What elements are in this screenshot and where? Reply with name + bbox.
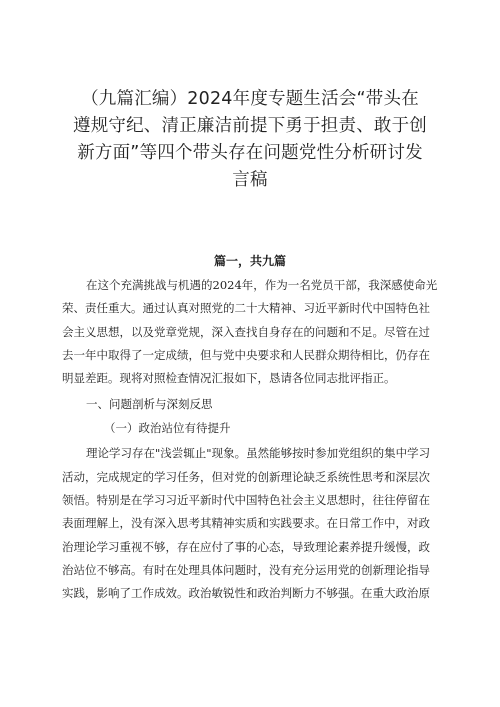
heading-level-2: （一）政治站位有待提升 [104,421,231,436]
paragraph-line: 领悟。特别是在学习习近平新时代中国特色社会主义思想时，往往停留在 [62,493,430,508]
paragraph-line: 荣、责任重大。通过认真对照党的二十大精神、习近平新时代中国特色社 [62,301,430,316]
paragraph-line: 活动，完成规定的学习任务，但对党的创新理论缺乏系统性思考和深层次 [62,469,430,484]
title-line: （九篇汇编）2024年度专题生活会“带头在 [81,89,419,109]
intro-paragraph [62,274,438,390]
paragraph-line: 表面理解上，没有深入思考其精神实质和实践要求。在日常工作中，对政 [62,516,430,531]
title-line: 新方面”等四个带头存在问题党性分析研讨发 [77,143,423,163]
paragraph-line: 理论学习存在"浅尝辄止"现象。虽然能够按时参加党组织的集中学习 [86,446,431,461]
section-title: 篇一，共九篇 [213,254,286,268]
paragraph-line: 实践，影响了工作成效。政治敏锐性和政治判断力不够强。在重大政治原 [62,586,430,601]
paragraph-line: 在这个充满挑战与机遇的2024年，作为一名党员干部，我深感使命光 [86,278,438,292]
paragraph-line: 去一年中取得了一定成绩，但与党中央要求和人民群众期待相比，仍存在 [62,347,430,362]
heading-level-1: 一、问题剖析与深刻反思 [86,397,213,412]
title-line: 遵规守纪、清正廉洁前提下勇于担责、敢于创 [73,116,427,136]
title-line: 言稿 [232,170,268,190]
document-title [62,86,438,194]
paragraph-line: 治理论学习重视不够，存在应付了事的心态，导致理论素养提升缓慢，政 [62,539,430,554]
paragraph-line: 治站位不够高。有时在处理具体问题时，没有充分运用党的创新理论指导 [62,562,430,577]
paragraph-line: 会主义思想，以及党章党规，深入查找自身存在的问题和不足。尽管在过 [62,324,430,339]
paragraph-line: 明显差距。现将对照检查情况汇报如下，恳请各位同志批评指正。 [62,371,396,386]
body-paragraph [62,442,438,605]
